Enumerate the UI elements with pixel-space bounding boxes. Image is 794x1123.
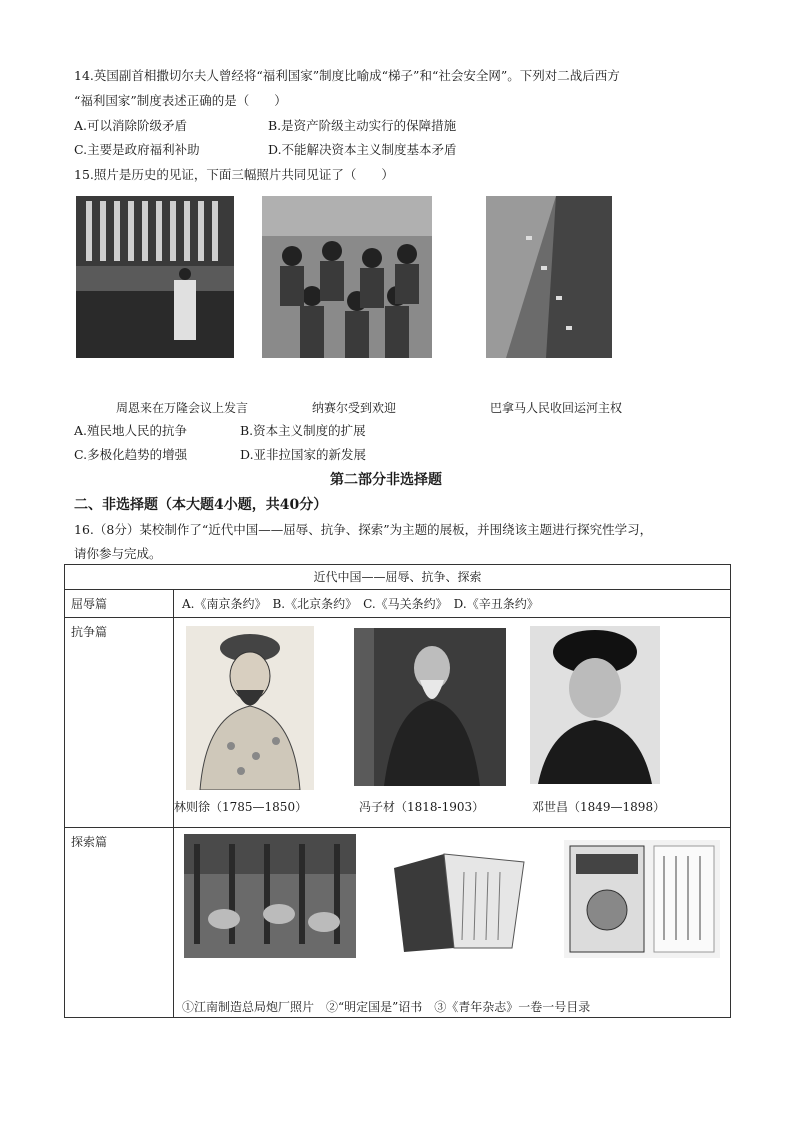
q15-caption-panama: 巴拿马人民收回运河主权: [490, 401, 623, 415]
q15-option-a: A.殖民地人民的抗争: [74, 423, 188, 438]
row-exploration-content: [174, 828, 731, 1018]
q15-option-d: D.亚非拉国家的新发展: [240, 447, 367, 462]
section-title: 二、非选择题（本大题4小题，共40分）: [74, 497, 328, 513]
table-header: 近代中国——屈辱、抗争、探索: [65, 565, 731, 590]
row-resistance-content: [174, 618, 731, 828]
exploration-caption: ①江南制造总局炮厂照片 ②“明定国是”诏书 ③《青年杂志》一卷一号目录: [182, 1000, 591, 1014]
nasser-welcomed-photo: [262, 196, 432, 358]
edict-book-image: [384, 848, 532, 952]
q14-stem-line1: 14.英国副首相撒切尔夫人曾经将“福利国家”制度比喻成“梯子”和“社会安全网”。下列对二战后西方: [74, 68, 620, 83]
row-exploration-label: 探索篇: [65, 828, 174, 1018]
q15-stem: 15.照片是历史的见证，下面三幅照片共同见证了（ ）: [74, 167, 394, 182]
jiangnan-arsenal-photo: [184, 834, 356, 958]
q15-caption-nasser: 纳赛尔受到欢迎: [312, 401, 397, 415]
caption-feng-zicai: 冯子材（1818-1903）: [359, 800, 485, 814]
q15-option-b: B.资本主义制度的扩展: [240, 423, 366, 438]
row-humiliation-content: A.《南京条约》 B.《北京条约》 C.《马关条约》 D.《辛丑条约》: [174, 590, 731, 618]
bandung-conference-photo: [76, 196, 234, 358]
q14-option-d: D.不能解决资本主义制度基本矛盾: [268, 142, 457, 157]
q16-stem-line1: 16.（8分）某校制作了“近代中国——屈辱、抗争、探索”为主题的展板，并围绕该主题进行探究性学习，: [74, 522, 653, 537]
row-humiliation-label: 屈辱篇: [65, 590, 174, 618]
q15-caption-zhou-enlai: 周恩来在万隆会议上发言: [116, 401, 249, 415]
new-youth-magazine-image: [564, 840, 720, 958]
row-resistance-label: 抗争篇: [65, 618, 174, 828]
q14-option-a: A.可以消除阶级矛盾: [74, 118, 188, 133]
feng-zicai-portrait: [354, 628, 506, 786]
caption-lin-zexu: 林则徐（1785—1850）: [174, 800, 308, 814]
q15-option-c: C.多极化趋势的增强: [74, 447, 188, 462]
lin-zexu-portrait: [186, 626, 314, 790]
q14-stem-line2: “福利国家”制度表述正确的是（ ）: [74, 93, 287, 108]
part2-title: 第二部分非选择题: [330, 472, 442, 488]
q14-option-c: C.主要是政府福利补助: [74, 142, 200, 157]
exhibition-board-table: [64, 564, 731, 1018]
panama-canal-photo: [486, 196, 612, 358]
q16-stem-line2: 请你参与完成。: [74, 546, 162, 561]
caption-deng-shichang: 邓世昌（1849—1898）: [532, 800, 666, 814]
q14-option-b: B.是资产阶级主动实行的保障措施: [268, 118, 457, 133]
deng-shichang-portrait: [530, 626, 660, 784]
